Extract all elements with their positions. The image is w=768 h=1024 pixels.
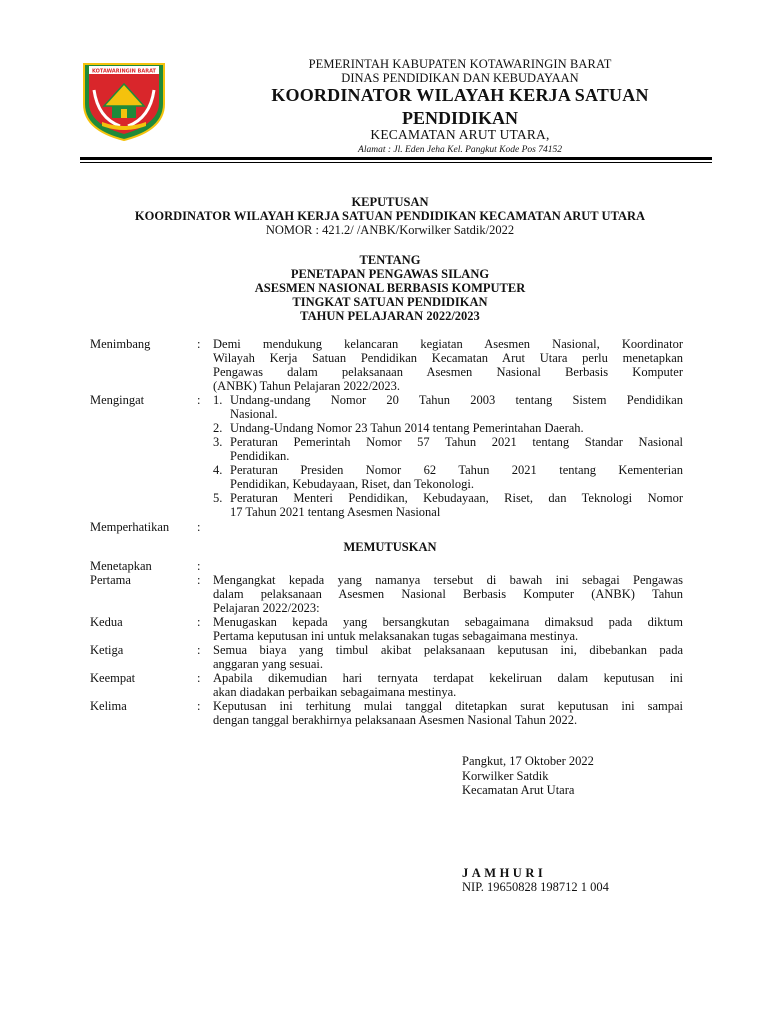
signatory-name: JAMHURI [462,866,547,880]
text-line: Keputusan ini terhitung mulai tanggal ditetapkan surat keputusan ini sampai [213,699,683,713]
text-line: Nasional. [230,407,278,421]
memutuskan-heading: MEMUTUSKAN [343,540,437,554]
section-colon: : [197,393,201,407]
section-label: Kedua [90,615,123,629]
text-line: Mengangkat kepada yang namanya tersebut di bawah ini sebagai Pengawas [213,573,683,587]
text-line: Peraturan Presiden Nomor 62 Tahun 2021 tentang Kementerian [230,463,683,477]
emblem-house-door [121,109,127,118]
section-label: Menetapkan [90,559,152,573]
text-line: Pelajaran 2022/2023: [213,601,320,615]
section-label: Kelima [90,699,127,713]
legal-basis-item [213,491,683,519]
decree-number: NOMOR : 421.2/ /ANBK/Korwilker Satdik/2022 [265,223,515,237]
text-line: Undang-undang Nomor 20 Tahun 2003 tentang Sistem Pendidikan [230,393,683,407]
decree-subject-line: TAHUN PELAJARAN 2022/2023 [300,309,480,323]
section-colon: : [197,559,201,573]
section-colon: : [197,643,201,657]
signature-position: Korwilker Satdik [462,769,549,783]
header-department: DINAS PENDIDIKAN DAN KEBUDAYAAN [341,71,579,85]
regency-emblem-logo [80,60,168,142]
text-line: dengan tanggal berakhirnya pelaksanaan Asesmen Nasional Tahun 2022. [213,713,578,727]
text-line: Wilayah Kerja Satuan Pendidikan Kecamatan Arut Utara perlu menetapkan [213,351,683,365]
emblem-banner-text: KOTAWARINGIN BARAT [92,68,156,75]
text-line: Menugaskan kepada yang bersangkutan sebagaimana dimaksud pada diktum [213,615,683,629]
section-text [213,643,683,671]
legal-basis-item [213,463,683,491]
legal-basis-item [213,393,683,421]
text-line: Pendidikan. [230,449,290,463]
text-line: Apabila dikemudian hari ternyata terdapat kekeliruan dalam keputusan ini [213,671,683,685]
text-line: dalam pelaksanaan Asesmen Nasional Berbasis Komputer (ANBK) Tahun [213,587,683,601]
item-number: 4. [213,463,223,477]
signature-place-date: Pangkut, 17 Oktober 2022 [462,754,594,768]
decree-subject-line: PENETAPAN PENGAWAS SILANG [290,267,490,281]
text-line: 17 Tahun 2021 tentang Asesmen Nasional [230,505,441,519]
section-colon: : [197,520,201,534]
section-text [213,337,683,393]
header-divider-thin [80,162,712,163]
decree-subject-line: TINGKAT SATUAN PENDIDIKAN [292,295,488,309]
decree-tentang: TENTANG [359,253,421,267]
header-office-title: KOORDINATOR WILAYAH KERJA SATUAN [271,85,649,105]
section-colon: : [197,671,201,685]
text-line: Semua biaya yang timbul akibat pelaksanaan keputusan ini, dibebankan pada [213,643,683,657]
section-colon: : [197,337,201,351]
header-district: KECAMATAN ARUT UTARA, [370,127,550,142]
section-label: Pertama [90,573,131,587]
section-label: Ketiga [90,643,124,657]
item-number: 2. [213,421,223,435]
legal-basis-item [213,421,683,435]
legal-basis-list [213,393,683,519]
header-government: PEMERINTAH KABUPATEN KOTAWARINGIN BARAT [308,57,612,71]
signatory-nip: NIP. 19650828 198712 1 004 [462,880,609,894]
text-line: Pengawas dalam pelaksanaan Asesmen Nasional Berbasis Komputer [213,365,683,379]
decree-subject-line: ASESMEN NASIONAL BERBASIS KOMPUTER [254,281,526,295]
section-colon: : [197,615,201,629]
section-colon: : [197,699,201,713]
text-line: Peraturan Menteri Pendidikan, Kebudayaan, Riset, dan Teknologi Nomor [230,491,683,505]
section-text [213,671,683,699]
header-divider-thick [80,157,712,160]
section-label: Memperhatikan [90,520,170,534]
header-office-title-cont: PENDIDIKAN [401,108,518,128]
text-line: anggaran yang sesuai. [213,657,324,671]
text-line: akan diadakan perbaikan sebagaimana mestinya. [213,685,457,699]
legal-basis-item [213,435,683,463]
section-text [213,615,683,643]
decree-kind: KEPUTUSAN [351,195,429,209]
item-number: 1. [213,393,223,407]
section-text [213,573,683,615]
text-line: Pendidikan, Kebudayaan, Riset, dan Tekonologi. [230,477,474,491]
item-number: 5. [213,491,223,505]
text-line: Pertama keputusan ini untuk melaksanakan tugas sebagaimana mestinya. [213,629,579,643]
section-label: Mengingat [90,393,145,407]
section-colon: : [197,573,201,587]
signature-area: Kecamatan Arut Utara [462,783,575,797]
text-line: Undang-Undang Nomor 23 Tahun 2014 tentang Pemerintahan Daerah. [230,421,584,435]
text-line: Demi mendukung kelancaran kegiatan Asesmen Nasional, Koordinator [213,337,683,351]
section-label: Keempat [90,671,136,685]
text-line: Peraturan Pemerintah Nomor 57 Tahun 2021 tentang Standar Nasional [230,435,683,449]
item-number: 3. [213,435,223,449]
section-label: Menimbang [90,337,151,351]
text-line: (ANBK) Tahun Pelajaran 2022/2023. [213,379,401,393]
header-address: Alamat : Jl. Eden Jeha Kel. Pangkut Kode Pos 74152 [358,145,562,155]
section-text [213,699,683,727]
decree-issuer: KOORDINATOR WILAYAH KERJA SATUAN PENDIDIKAN KECAMATAN ARUT UTARA [134,209,646,223]
